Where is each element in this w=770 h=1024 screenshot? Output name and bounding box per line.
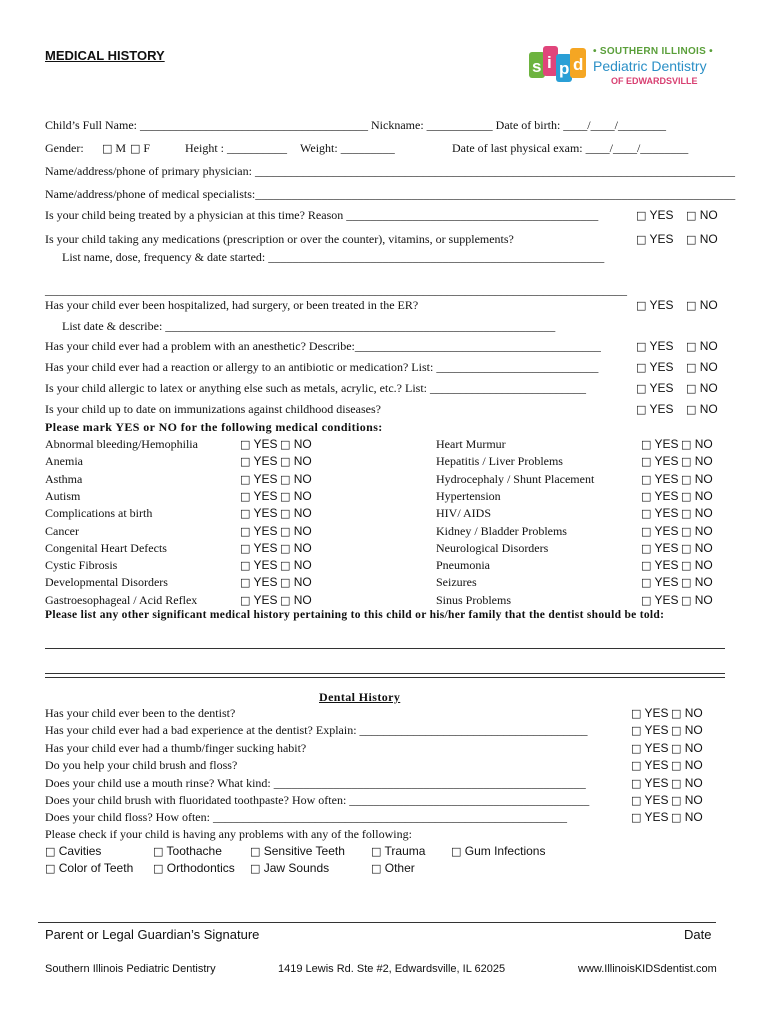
no-option[interactable]: □ NO <box>280 506 312 521</box>
checkbox-icon: □ <box>280 524 291 538</box>
answer-line[interactable] <box>45 673 725 674</box>
yes-option[interactable]: □ YES <box>641 488 679 503</box>
no-option[interactable]: □ NO <box>280 592 312 607</box>
no-option[interactable]: □ NO <box>280 437 312 451</box>
checkbox-icon: □ <box>240 541 251 555</box>
child-name-line[interactable]: Child’s Full Name: ______________________________________ Nickname: ___________ Date of birth: ____/____/________ <box>45 118 666 132</box>
footer-website[interactable]: www.IllinoisKIDSdentist.com <box>578 963 717 975</box>
signature-line[interactable] <box>38 922 716 923</box>
condition-label: Asthma <box>45 471 83 486</box>
checkbox-icon: □ <box>280 541 291 555</box>
yes-option[interactable]: □ YES <box>636 339 674 353</box>
checkbox-icon: □ <box>636 382 647 395</box>
no-option[interactable]: □ NO <box>671 758 703 773</box>
checkbox-icon: □ <box>671 794 682 807</box>
svg-text:i: i <box>547 53 552 72</box>
checkbox-icon: □ <box>641 472 652 486</box>
condition-label: Neurological Disorders <box>436 540 549 555</box>
no-option[interactable]: □ NO <box>681 558 713 573</box>
dental-question: Has your child ever had a bad experience at the dentist? Explain: ______________________________________ <box>45 723 588 738</box>
checkbox-icon: □ <box>280 507 291 521</box>
checkbox-icon: □ <box>451 845 462 858</box>
yes-option[interactable]: □ YES <box>636 360 674 374</box>
problem-option[interactable]: □ Other <box>371 861 415 875</box>
gender-label: Gender: <box>45 141 84 155</box>
question: Has your child ever been hospitalized, had surgery, or been treated in the ER? <box>45 298 419 312</box>
yes-option[interactable]: □ YES <box>641 540 679 555</box>
checkbox-icon: □ <box>681 541 692 555</box>
condition-label: Hypertension <box>436 488 501 503</box>
problem-option[interactable]: □ Jaw Sounds <box>250 861 330 875</box>
blank-line[interactable]: _________________________________________________________________________________________________ <box>45 283 627 297</box>
gender-f[interactable]: □ F <box>130 141 151 155</box>
problem-option[interactable]: □ Trauma <box>371 844 426 858</box>
question: Is your child allergic to latex or anything else such as metals, acrylic, etc.? List: __________________________ <box>45 381 586 395</box>
checkbox-icon: □ <box>240 559 251 573</box>
other-history-label: Please list any other significant medical history pertaining to this child or his/her family that the dentist should be told: <box>45 609 665 621</box>
checkbox-icon: □ <box>631 741 642 755</box>
condition-label: Sinus Problems <box>436 592 512 607</box>
checkbox-icon: □ <box>153 845 164 858</box>
gender-m[interactable]: □ M <box>102 141 127 155</box>
no-option[interactable]: □ NO <box>681 592 713 607</box>
checkbox-icon: □ <box>631 724 642 738</box>
condition-label: Heart Murmur <box>436 437 506 451</box>
no-option[interactable]: □ NO <box>681 471 713 486</box>
checkbox-icon: □ <box>681 507 692 521</box>
checkbox-icon: □ <box>371 845 382 858</box>
specialists-field[interactable]: Name/address/phone of medical specialists:________________________________________________________________________________ <box>45 187 736 201</box>
logo-line3: OF EDWARDSVILLE <box>611 76 698 86</box>
checkbox-icon: □ <box>636 361 647 374</box>
dental-question: Do you help your child brush and floss? <box>45 758 238 773</box>
no-option[interactable]: □ NO <box>280 488 312 503</box>
problem-option[interactable]: □ Sensitive Teeth <box>250 844 345 858</box>
checkbox-icon: □ <box>671 707 682 720</box>
condition-label: Abnormal bleeding/Hemophilia <box>45 437 198 451</box>
checkbox-icon: □ <box>681 593 692 607</box>
checkbox-icon: □ <box>240 507 251 521</box>
checkbox-icon: □ <box>636 299 647 312</box>
checkbox-icon: □ <box>686 403 697 416</box>
yes-option[interactable]: □ YES <box>631 793 669 807</box>
checkbox-icon: □ <box>280 489 291 503</box>
problem-option[interactable]: □ Color of Teeth <box>45 861 134 875</box>
condition-label: Hepatitis / Liver Problems <box>436 454 563 469</box>
yes-option[interactable]: □ YES <box>631 810 669 825</box>
checkbox-icon: □ <box>631 707 642 720</box>
no-option[interactable]: □ NO <box>280 575 312 590</box>
hospital-list-field[interactable]: List date & describe: _________________________________________________________________ <box>62 319 556 333</box>
checkbox-icon: □ <box>636 209 647 222</box>
checkbox-icon: □ <box>240 455 251 469</box>
condition-label: Gastroesophageal / Acid Reflex <box>45 592 198 607</box>
checkbox-icon: □ <box>45 845 56 858</box>
no-option[interactable]: □ NO <box>681 488 713 503</box>
no-option[interactable]: □ NO <box>671 740 703 755</box>
no-option[interactable]: □ NO <box>686 339 718 353</box>
checkbox-icon: □ <box>686 361 697 374</box>
checkbox-icon: □ <box>631 759 642 773</box>
no-option[interactable]: □ NO <box>280 540 312 555</box>
checkbox-icon: □ <box>250 862 261 875</box>
checkbox-icon: □ <box>631 811 642 825</box>
medication-list-field[interactable]: List name, dose, frequency & date started: ________________________________________________________ <box>62 250 605 264</box>
yes-option[interactable]: □ YES <box>641 523 679 538</box>
checkbox-icon: □ <box>280 438 291 451</box>
checkbox-icon: □ <box>280 472 291 486</box>
checkbox-icon: □ <box>681 472 692 486</box>
checkbox-icon: □ <box>681 489 692 503</box>
problem-option[interactable]: □ Orthodontics <box>153 861 235 875</box>
yes-option[interactable]: □ YES <box>636 208 674 222</box>
checkbox-icon: □ <box>671 759 682 773</box>
problem-option[interactable]: □ Gum Infections <box>451 844 546 858</box>
checkbox-icon: □ <box>280 593 291 607</box>
yes-option[interactable]: □ YES <box>240 558 278 573</box>
checkbox-icon: □ <box>371 862 382 875</box>
height-field[interactable]: Height : __________ <box>185 141 287 155</box>
primary-physician-field[interactable]: Name/address/phone of primary physician: ________________________________________________________________________________ <box>45 164 735 178</box>
problems-label: Please check if your child is having any problems with any of the following: <box>45 827 412 841</box>
checkbox-icon: □ <box>240 489 251 503</box>
condition-label: Autism <box>45 488 81 503</box>
checkbox-icon: □ <box>636 233 647 246</box>
logo-line1: • SOUTHERN ILLINOIS • <box>593 46 713 57</box>
no-option[interactable]: □ NO <box>280 454 312 469</box>
checkbox-icon: □ <box>636 340 647 353</box>
dental-question: Does your child floss? How often: ___________________________________________________________ <box>45 810 567 825</box>
question: Has your child ever had a reaction or allergy to an antibiotic or medication? List: ___________________________ <box>45 360 599 374</box>
checkbox-icon: □ <box>671 724 682 738</box>
signature-label: Parent or Legal Guardian’s Signature <box>45 927 260 942</box>
checkbox-icon: □ <box>641 438 652 451</box>
no-option[interactable]: □ NO <box>671 775 703 790</box>
yes-option[interactable]: □ YES <box>631 740 669 755</box>
yes-option[interactable]: □ YES <box>641 575 679 590</box>
condition-label: Congenital Heart Defects <box>45 540 167 555</box>
condition-label: Cystic Fibrosis <box>45 558 118 573</box>
page-title: MEDICAL HISTORY <box>45 48 165 63</box>
condition-label: Kidney / Bladder Problems <box>436 523 567 538</box>
checkbox-icon: □ <box>280 455 291 469</box>
checkbox-icon: □ <box>153 862 164 875</box>
no-option[interactable]: □ NO <box>280 523 312 538</box>
no-option[interactable]: □ NO <box>681 454 713 469</box>
yes-option[interactable]: □ YES <box>240 575 278 590</box>
yes-option[interactable]: □ YES <box>631 723 669 738</box>
svg-text:p: p <box>559 59 570 78</box>
conditions-header: Please mark YES or NO for the following medical conditions: <box>45 420 383 434</box>
checkbox-icon: □ <box>681 438 692 451</box>
divider <box>45 677 725 678</box>
checkbox-icon: □ <box>240 593 251 607</box>
checkbox-icon: □ <box>102 142 113 155</box>
problem-option[interactable]: □ Cavities <box>45 844 102 858</box>
yes-option[interactable]: □ YES <box>240 488 278 503</box>
no-option[interactable]: □ NO <box>681 506 713 521</box>
checkbox-icon: □ <box>45 862 56 875</box>
checkbox-icon: □ <box>641 507 652 521</box>
checkbox-icon: □ <box>240 472 251 486</box>
checkbox-icon: □ <box>250 845 261 858</box>
checkbox-icon: □ <box>686 299 697 312</box>
condition-label: Complications at birth <box>45 506 153 521</box>
yes-option[interactable]: □ YES <box>641 592 679 607</box>
checkbox-icon: □ <box>240 438 251 451</box>
checkbox-icon: □ <box>631 776 642 790</box>
checkbox-icon: □ <box>641 576 652 590</box>
yes-option[interactable]: □ YES <box>641 471 679 486</box>
yes-option[interactable]: □ YES <box>240 540 278 555</box>
no-option[interactable]: □ NO <box>671 793 703 807</box>
svg-text:s: s <box>532 57 542 76</box>
checkbox-icon: □ <box>280 576 291 590</box>
checkbox-icon: □ <box>130 142 141 155</box>
svg-text:d: d <box>573 55 584 74</box>
no-option[interactable]: □ NO <box>686 232 718 246</box>
checkbox-icon: □ <box>686 209 697 222</box>
no-option[interactable]: □ NO <box>671 706 703 720</box>
footer-address: 1419 Lewis Rd. Ste #2, Edwardsville, IL 62025 <box>278 963 506 975</box>
no-option[interactable]: □ NO <box>686 208 718 222</box>
no-option[interactable]: □ NO <box>280 558 312 573</box>
question: Is your child being treated by a physician at this time? Reason __________________________________________ <box>45 208 599 222</box>
condition-label: Pneumonia <box>436 558 490 573</box>
answer-line[interactable] <box>45 648 725 649</box>
problem-option[interactable]: □ Toothache <box>153 844 222 858</box>
yes-option[interactable]: □ YES <box>240 506 278 521</box>
yes-option[interactable]: □ YES <box>641 437 679 451</box>
condition-label: Seizures <box>436 575 477 590</box>
checkbox-icon: □ <box>641 455 652 469</box>
no-option[interactable]: □ NO <box>686 298 718 312</box>
yes-option[interactable]: □ YES <box>631 706 669 720</box>
checkbox-icon: □ <box>641 559 652 573</box>
no-option[interactable]: □ NO <box>681 523 713 538</box>
checkbox-icon: □ <box>240 576 251 590</box>
checkbox-icon: □ <box>641 541 652 555</box>
dental-question: Does your child use a mouth rinse? What kind: ____________________________________________________ <box>45 775 586 790</box>
no-option[interactable]: □ NO <box>671 723 703 738</box>
condition-label: HIV/ AIDS <box>436 506 492 521</box>
checkbox-icon: □ <box>686 233 697 246</box>
practice-logo <box>527 44 727 90</box>
no-option[interactable]: □ NO <box>671 810 703 825</box>
checkbox-icon: □ <box>280 559 291 573</box>
no-option[interactable]: □ NO <box>280 471 312 486</box>
dental-history-title: Dental History <box>319 690 401 704</box>
yes-option[interactable]: □ YES <box>631 758 669 773</box>
checkbox-icon: □ <box>636 403 647 416</box>
yes-option[interactable]: □ YES <box>240 437 278 451</box>
checkbox-icon: □ <box>681 576 692 590</box>
yes-option[interactable]: □ YES <box>631 775 669 790</box>
no-option[interactable]: □ NO <box>681 437 713 451</box>
yes-option[interactable]: □ YES <box>240 471 278 486</box>
checkbox-icon: □ <box>671 811 682 825</box>
yes-option[interactable]: □ YES <box>641 454 679 469</box>
no-option[interactable]: □ NO <box>681 540 713 555</box>
condition-label: Cancer <box>45 523 79 538</box>
no-option[interactable]: □ NO <box>686 360 718 374</box>
yes-option[interactable]: □ YES <box>641 506 679 521</box>
no-option[interactable]: □ NO <box>681 575 713 590</box>
checkbox-icon: □ <box>681 455 692 469</box>
logo-line2: Pediatric Dentistry <box>593 58 707 74</box>
question: Is your child up to date on immunizations against childhood diseases? <box>45 402 381 416</box>
dental-question: Has your child ever had a thumb/finger sucking habit? <box>45 740 307 755</box>
question: Is your child taking any medications (prescription or over the counter), vitamins, or supplements? <box>45 232 514 246</box>
checkbox-icon: □ <box>631 794 642 807</box>
yes-option[interactable]: □ YES <box>636 232 674 246</box>
checkbox-icon: □ <box>240 524 251 538</box>
no-option[interactable]: □ NO <box>686 402 718 416</box>
checkbox-icon: □ <box>641 593 652 607</box>
yes-option[interactable]: □ YES <box>636 381 674 395</box>
last-exam-field[interactable]: Date of last physical exam: ____/____/________ <box>452 141 689 155</box>
checkbox-icon: □ <box>686 340 697 353</box>
checkbox-icon: □ <box>681 559 692 573</box>
yes-option[interactable]: □ YES <box>636 402 674 416</box>
condition-label: Hydrocephaly / Shunt Placement <box>436 471 595 486</box>
dental-question: Does your child brush with fluoridated toothpaste? How often: ________________________________________ <box>45 793 590 807</box>
condition-label: Developmental Disorders <box>45 575 168 590</box>
yes-option[interactable]: □ YES <box>636 298 674 312</box>
checkbox-icon: □ <box>641 524 652 538</box>
checkbox-icon: □ <box>641 489 652 503</box>
checkbox-icon: □ <box>671 776 682 790</box>
yes-option[interactable]: □ YES <box>641 558 679 573</box>
checkbox-icon: □ <box>671 741 682 755</box>
dental-question: Has your child ever been to the dentist? <box>45 706 236 720</box>
yes-option[interactable]: □ YES <box>240 523 278 538</box>
yes-option[interactable]: □ YES <box>240 454 278 469</box>
checkbox-icon: □ <box>686 382 697 395</box>
question: Has your child ever had a problem with an anesthetic? Describe:_________________________________________ <box>45 339 601 353</box>
footer-name: Southern Illinois Pediatric Dentistry <box>45 963 216 975</box>
no-option[interactable]: □ NO <box>686 381 718 395</box>
date-label: Date <box>684 927 712 942</box>
condition-label: Anemia <box>45 454 83 469</box>
weight-field[interactable]: Weight: _________ <box>300 141 395 155</box>
yes-option[interactable]: □ YES <box>240 592 278 607</box>
checkbox-icon: □ <box>681 524 692 538</box>
